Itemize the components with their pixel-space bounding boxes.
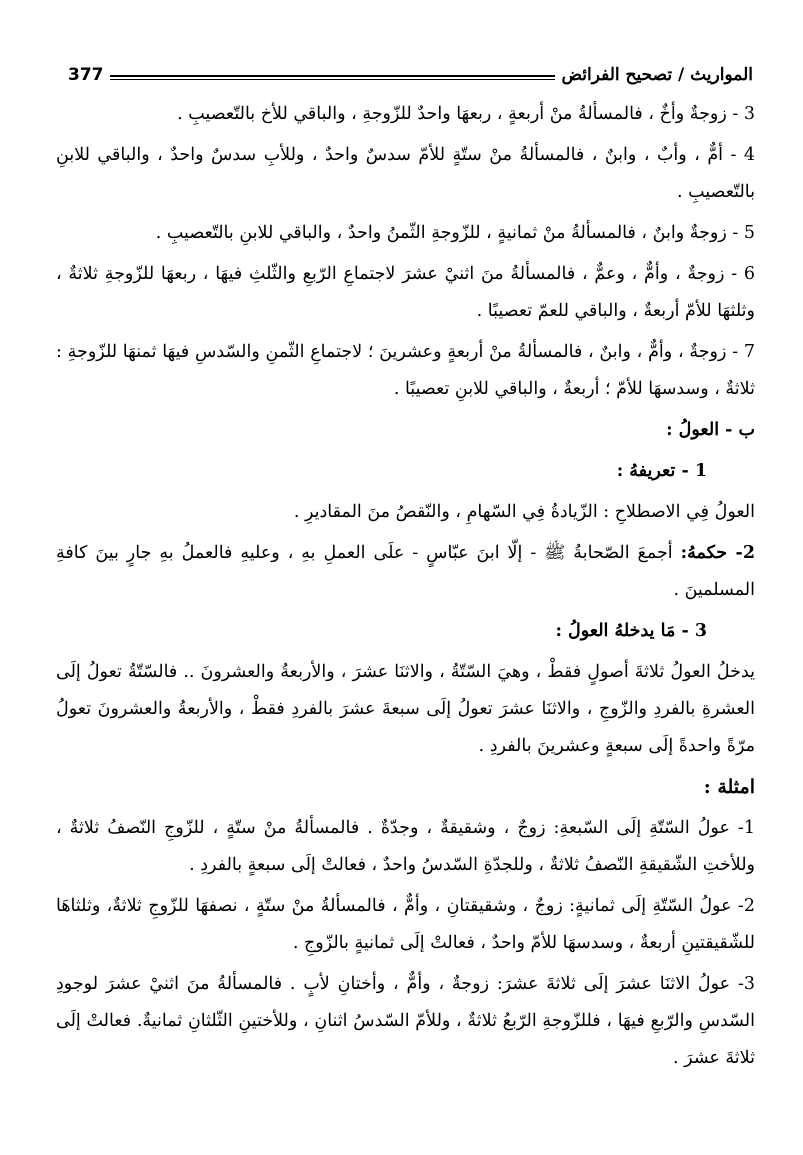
header-rule [110, 75, 556, 80]
definition-heading: 1 - تعريفهُ : [616, 461, 707, 481]
example-3: 3- عولُ الاثنَا عشرَ إلَى ثلاثةَ عشرَ: زوجةٌ ، وأمٌّ ، وأختانِ لأبٍ . فالمسألةُ منَ اثنيْ عشرَ لوجودِ السّدسِ والرّبعِ فيهَا ، فللزّوجةِ الرّبعُ ثلاثةٌ ، وللأمّ السّدسُ اثنانِ ، وللأختينِ الثّلثانِ ثمانيةٌ. فعالتْ إلَى ثلاثةَ عشرَ . [56, 974, 755, 1068]
page-number: 377 [68, 65, 104, 85]
item-4: 4 - أمٌّ ، وأبٌ ، وابنٌ ، فالمسألةُ منْ ستّةٍ للأمّ سدسٌ واحدٌ ، وللأبِ سدسٌ واحدٌ ، والباقي للابنِ بالتّعصيبِ . [56, 145, 755, 202]
running-header [68, 60, 753, 90]
definition-text: العولُ فِي الاصطلاحِ : الزّيادةُ فِي السّهامِ ، والنّقصُ منَ المقاديرِ . [293, 502, 755, 522]
example-2: 2- عولُ السّتّةِ إلَى ثمانيةٍ: زوجٌ ، وشقيقتانِ ، وأمٌّ ، فالمسألةُ منْ ستّةٍ ، نصفهَا للزّوجِ ثلاثةٌ، وثلثاهَا للشّقيقتينِ أربعةٌ ، وسدسهَا للأمّ واحدٌ ، فعالتْ إلَى ثمانيةٍ بالزّوجِ . [56, 896, 755, 953]
item-5: 5 - زوجةٌ وابنٌ ، فالمسألةُ منْ ثمانيةٍ ، للزّوجةِ الثّمنُ واحدٌ ، والباقي للابنِ بالتّعصيبِ . [155, 223, 755, 243]
enters-heading: 3 - مَا يدخلهُ العولُ : [555, 621, 707, 641]
header-title: المواريث / تصحيح الفرائض [561, 65, 753, 85]
section-b-title: ب - العولُ : [666, 420, 755, 440]
example-1: 1- عولُ السّتّةِ إلَى السّبعةِ: زوجٌ ، وشقيقةٌ ، وجدّةٌ . فالمسألةُ منْ ستّةٍ ، للزّوجِ النّصفُ ثلاثةٌ ، وللأختِ الشّقيقةِ النّصفُ ثلاثةٌ ، وللجدّةِ السّدسُ واحدٌ ، فعالتْ إلَى سبعةٍ بالفردِ . [56, 818, 755, 875]
item-6: 6 - زوجةٌ ، وأمٌّ ، وعمٌّ ، فالمسألةُ منَ اثنيْ عشرَ لاجتماعِ الرّبعِ والثّلثِ فيهَا ، ربعهَا للزّوجةِ ثلاثةٌ ، وثلثهَا للأمّ أربعةٌ ، والباقي للعمّ تعصيبًا . [56, 264, 755, 321]
item-3: 3 - زوجةٌ وأخٌ ، فالمسألةُ منْ أربعةٍ ، ربعهَا واحدٌ للزّوجةِ ، والباقي للأخ بالتّعصيبِ . [177, 104, 755, 124]
page-body [56, 96, 755, 1081]
item-7: 7 - زوجةٌ ، وأمٌّ ، وابنٌ ، فالمسألةُ منْ أربعةٍ وعشرينَ ؛ لاجتماعِ الثّمنِ والسّدسِ فيهَا ثمنهَا للزّوجةِ : ثلاثةٌ ، وسدسهَا للأمّ ؛ أربعةٌ ، والباقي للابنِ تعصيبًا . [56, 342, 755, 399]
ruling-lead: 2- حكمهُ: [680, 543, 755, 563]
enters-text: يدخلُ العولُ ثلاثةَ أصولٍ فقطْ ، وهيَ السّتّةُ ، والاثنَا عشرَ ، والأربعةُ والعشرونَ .. فالسّتّةُ تعولُ إلَى العشرةِ بالفردِ والزّوجِ ، والاثنَا عشرَ تعولُ إلَى سبعةَ عشرَ بالفردِ فقطْ ، والأربعةُ والعشرونَ تعولُ مرّةً واحدةً إلَى سبعةٍ وعشرينَ بالفردِ . [56, 662, 755, 756]
ruling-paragraph [56, 535, 755, 609]
examples-title: امثلة : [703, 776, 755, 798]
ruling-text: أجمعَ الصّحابةُ ﷺ - إلّا ابنَ عبّاسٍ - علَى العملِ بهِ ، وعليهِ فالعملُ بهِ جارٍ بينَ كافةِ المسلمينَ . [56, 543, 755, 600]
